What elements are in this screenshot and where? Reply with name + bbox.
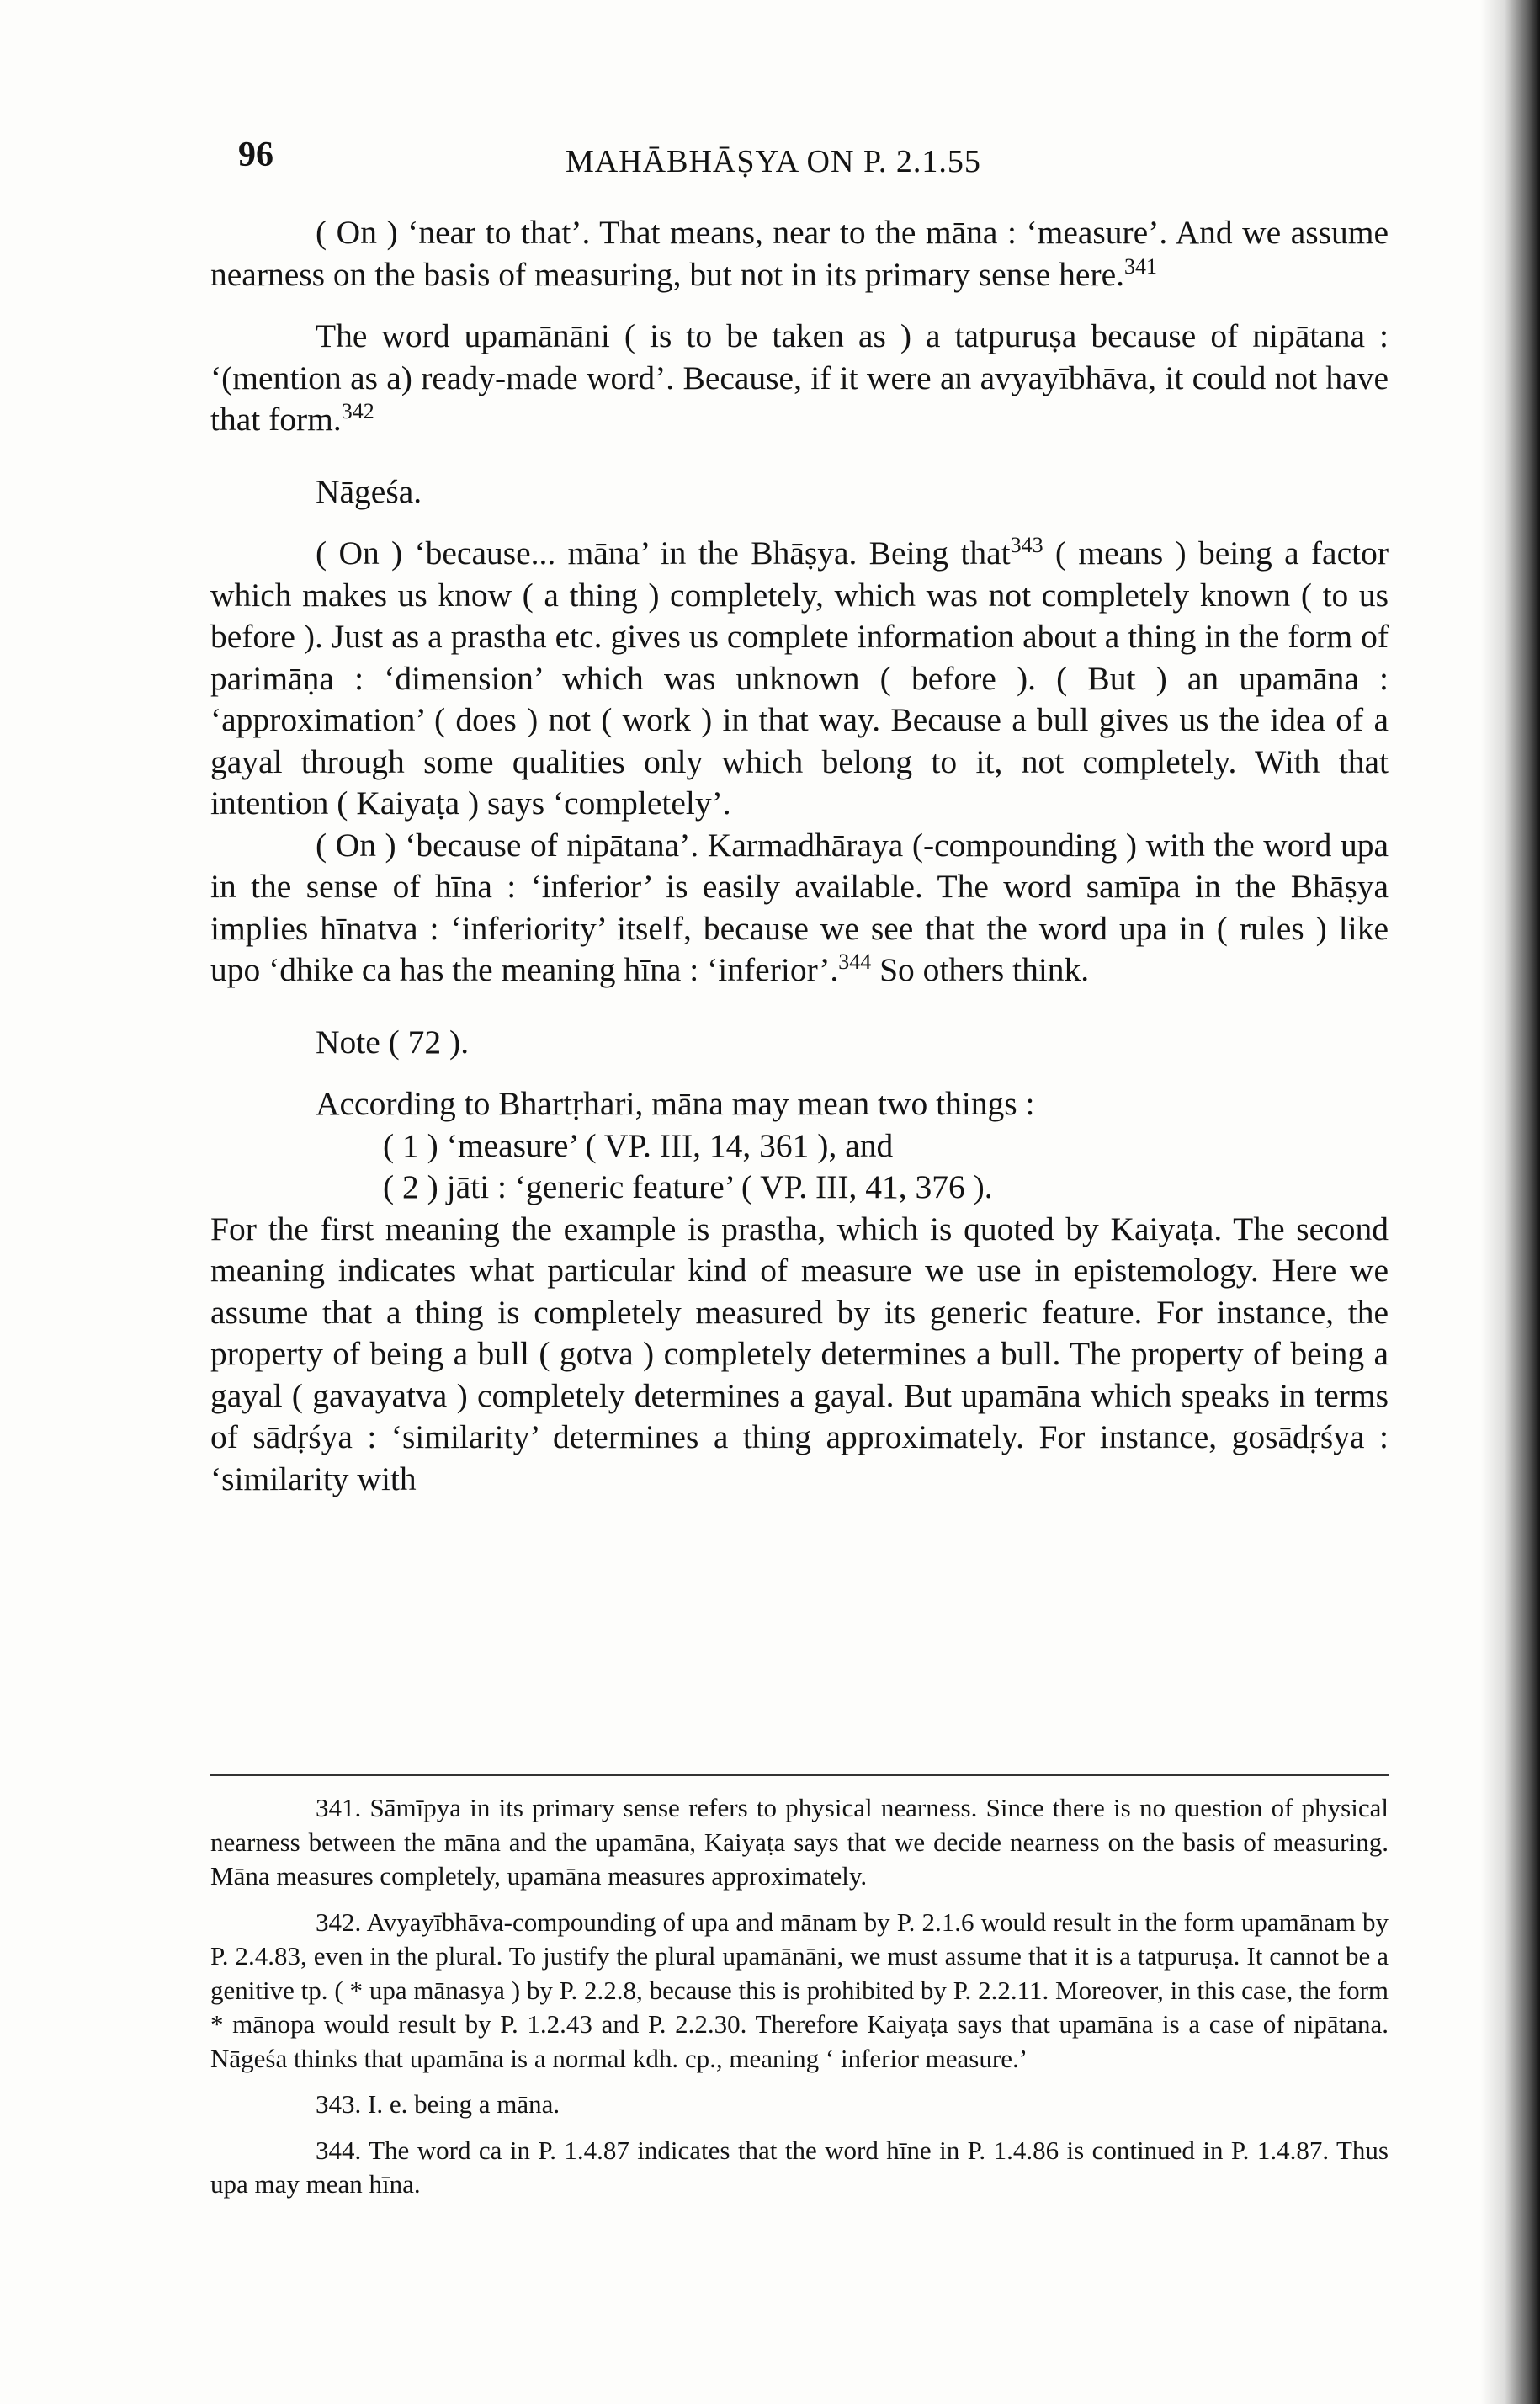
footnote-divider [210, 1774, 1389, 1776]
paragraph-4-tail: So others think. [871, 951, 1090, 988]
note-item-1: ( 1 ) ‘measure’ ( VP. III, 14, 361 ), and [383, 1126, 894, 1164]
page-number: 96 [238, 136, 273, 174]
paragraph-3-text-b: ( means ) being a factor which makes us know ( a thing ) completely, which was not completely known ( to us before ). Just as a prastha etc. gives us complete information about a thing in the form of parimāṇa : ‘dimension’ which was unknown ( before ). ( But ) an upamāna : ‘approximation’ ( does ) not ( work ) in that way. Because a bull gives us the idea of a gayal through some qualities only which belong to it, not completely. With that intention ( Kaiyaṭa ) says ‘completely’. [210, 535, 1389, 822]
footnote-342: 342. Avyayībhāva-compounding of upa and mānam by P. 2.1.6 would result in the form upamānam by P. 2.4.83, even in the plural. To justify the plural upamānāni, we must assume that it is a tatpuruṣa. It cannot be a genitive tp. ( * upa mānasya ) by P. 2.2.8, because this is prohibited by P. 2.2.11. Moreover, in this case, the form * mānopa would result by P. 1.2.43 and P. 2.2.30. Therefore Kaiyaṭa says that upamāna is a case of nipātana. Nāgeśa thinks that upamāna is a normal kdh. cp., meaning ‘ inferior measure.’ [210, 1907, 1389, 2073]
nagesa-heading: Nāgeśa. [316, 472, 422, 510]
paragraph-3-text-a: ( On ) ‘because... māna’ in the Bhāṣya. Being that [316, 535, 1011, 572]
scan-binding-shadow [1481, 0, 1540, 2404]
note-intro: According to Bhartṛhari, māna may mean two things : [316, 1085, 1035, 1122]
main-text [210, 212, 1389, 1500]
footnote-343: 343. I. e. being a māna. [316, 2089, 560, 2119]
footnote-341: 341. Sāmīpya in its primary sense refers to physical nearness. Since there is no question of physical nearness between the māna and the upamāna, Kaiyaṭa says that we decide nearness on the basis of measuring. Māna measures completely, upamāna measures approximately. [210, 1793, 1389, 1891]
footnote-ref-342[interactable]: 342 [341, 398, 374, 423]
paragraph-2-text: The word upamānāni ( is to be taken as ) a tatpuruṣa because of nipātana : ‘(mention as a) ready-made word’. Because, if it were an avyayībhāva, it could not have that form. [210, 317, 1389, 438]
paragraph-3 [210, 533, 1389, 825]
running-head: MAHĀBHĀṢYA ON P. 2.1.55 [566, 144, 981, 179]
paragraph-1 [210, 212, 1389, 295]
note-paragraph: For the first meaning the example is prastha, which is quoted by Kaiyaṭa. The second meaning indicates what particular kind of measure we use in epistemology. Here we assume that a thing is completely measured by its generic feature. For instance, the property of being a bull ( gotva ) completely determines a bull. The property of being a gayal ( gavayatva ) completely determines a gayal. But upamāna which speaks in terms of sādṛśya : ‘similarity’ determines a thing approximately. For instance, gosādṛśya : ‘similarity with [210, 1210, 1389, 1497]
footnote-ref-343[interactable]: 343 [1010, 532, 1043, 557]
note-item-2: ( 2 ) jāti : ‘generic feature’ ( VP. III, 41, 376 ). [383, 1168, 993, 1205]
footnote-344: 344. The word ca in P. 1.4.87 indicates that the word hīne in P. 1.4.86 is continued in P. 1.4.87. Thus upa may mean hīna. [210, 2135, 1389, 2199]
footnotes [210, 1791, 1389, 2214]
note-heading: Note ( 72 ). [316, 1023, 470, 1061]
footnote-ref-341[interactable]: 341 [1124, 253, 1157, 279]
paragraph-2 [210, 316, 1389, 441]
paragraph-4 [210, 825, 1389, 992]
footnote-ref-344[interactable]: 344 [838, 949, 872, 974]
paragraph-1-text: ( On ) ‘near to that’. That means, near to the māna : ‘measure’. And we assume nearness on the basis of measuring, but not in its primary sense here. [210, 214, 1389, 293]
paragraph-4-text: ( On ) ‘because of nipātana’. Karmadhāraya (-compounding ) with the word upa in the sense of hīna : ‘inferior’ is easily available. The word samīpa in the Bhāṣya implies hīnatva : ‘inferiority’ itself, because we see that the word upa in ( rules ) like upo ‘dhike ca has the meaning hīna : ‘inferior’. [210, 826, 1389, 988]
